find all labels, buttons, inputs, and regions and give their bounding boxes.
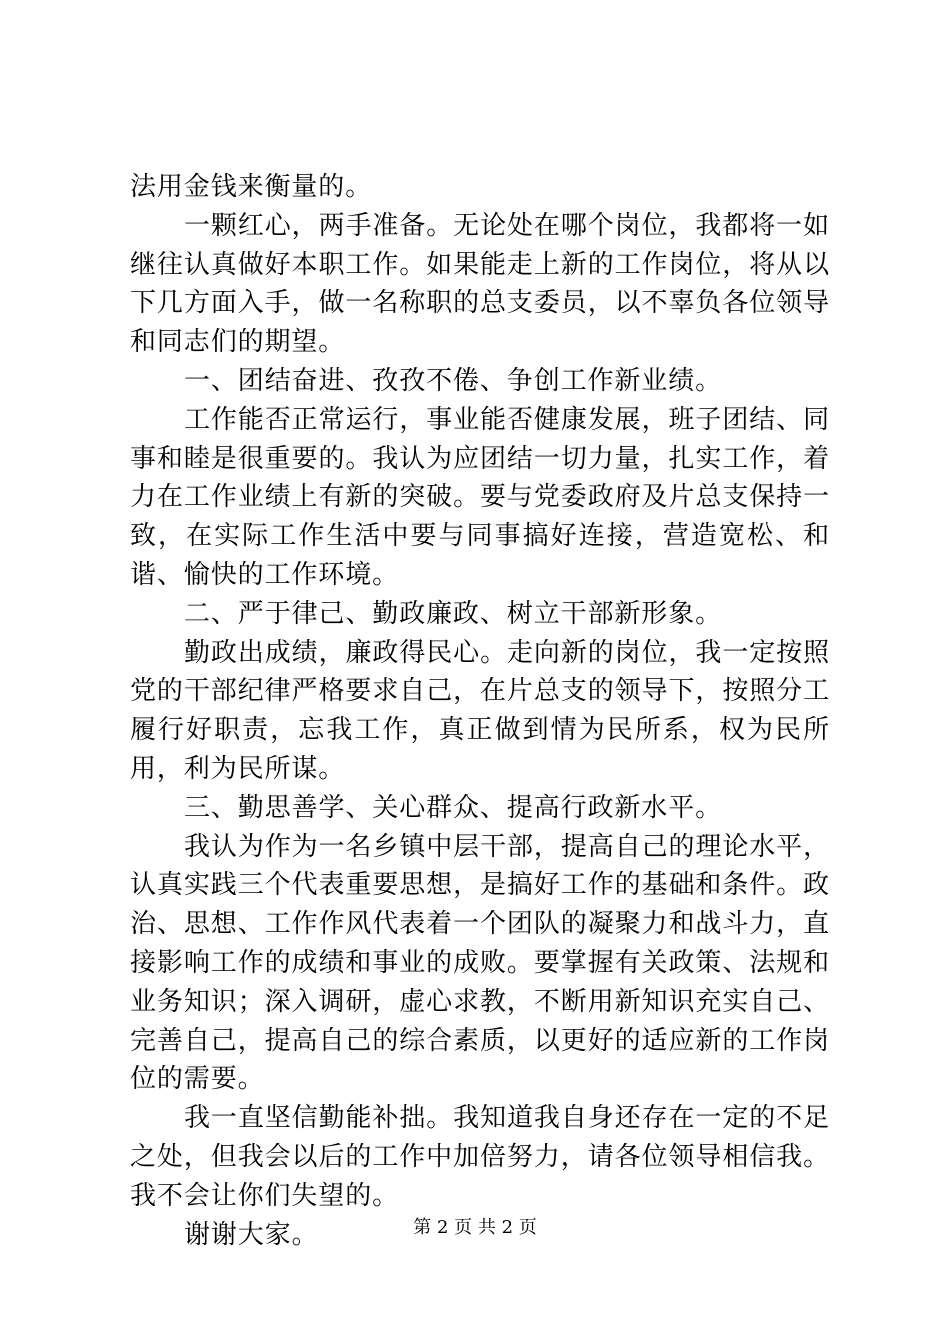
paragraph-1: 法用金钱来衡量的。	[130, 172, 373, 202]
paragraph-3: 工作能否正常运行，事业能否健康发展，班子团结、同事和睦是很重要的。我认为应团结一切力量，扎实工作，着力在工作业绩上有新的突破。要与党委政府及片总支保持一致，在实际工作生活中要与同事搞好连接，营造宽松、和谐、愉快的工作环境。	[130, 404, 830, 590]
document-body	[130, 168, 830, 1254]
paragraph-6: 我一直坚信勤能补拙。我知道我自身还存在一定的不足之处，但我会以后的工作中加倍努力，请各位领导相信我。我不会让你们失望的。	[130, 1103, 830, 1211]
paragraph-2: 一颗红心，两手准备。无论处在哪个岗位，我都将一如继往认真做好本职工作。如果能走上新的工作岗位，将从以下几方面入手，做一名称职的总支委员，以不辜负各位领导和同志们的期望。	[130, 210, 830, 358]
closing-line: 谢谢大家。	[184, 1219, 319, 1250]
page-footer	[0, 1213, 950, 1239]
section-heading-2: 二、严于律己、勤政廉政、树立干部新形象。	[184, 598, 723, 629]
page-number-label: 第 2 页 共 2 页	[413, 1217, 537, 1238]
section-heading-1: 一、团结奋进、孜孜不倦、争创工作新业绩。	[184, 365, 723, 396]
paragraph-4: 勤政出成绩，廉政得民心。走向新的岗位，我一定按照党的干部纪律严格要求自己，在片总支的领导下，按照分工履行好职责，忘我工作，真正做到情为民所系，权为民所用，利为民所谋。	[130, 637, 830, 784]
paragraph-5: 我认为作为一名乡镇中层干部，提高自己的理论水平，认真实践三个代表重要思想，是搞好工作的基础和条件。政治、思想、工作作风代表着一个团队的凝聚力和战斗力，直接影响工作的成绩和事业的成败。要掌握有关政策、法规和业务知识；深入调研，虚心求教，不断用新知识充实自己、完善自己，提高自己的综合素质，以更好的适应新的工作岗位的需要。	[130, 831, 830, 1095]
section-heading-3: 三、勤思善学、关心群众、提高行政新水平。	[184, 792, 723, 823]
